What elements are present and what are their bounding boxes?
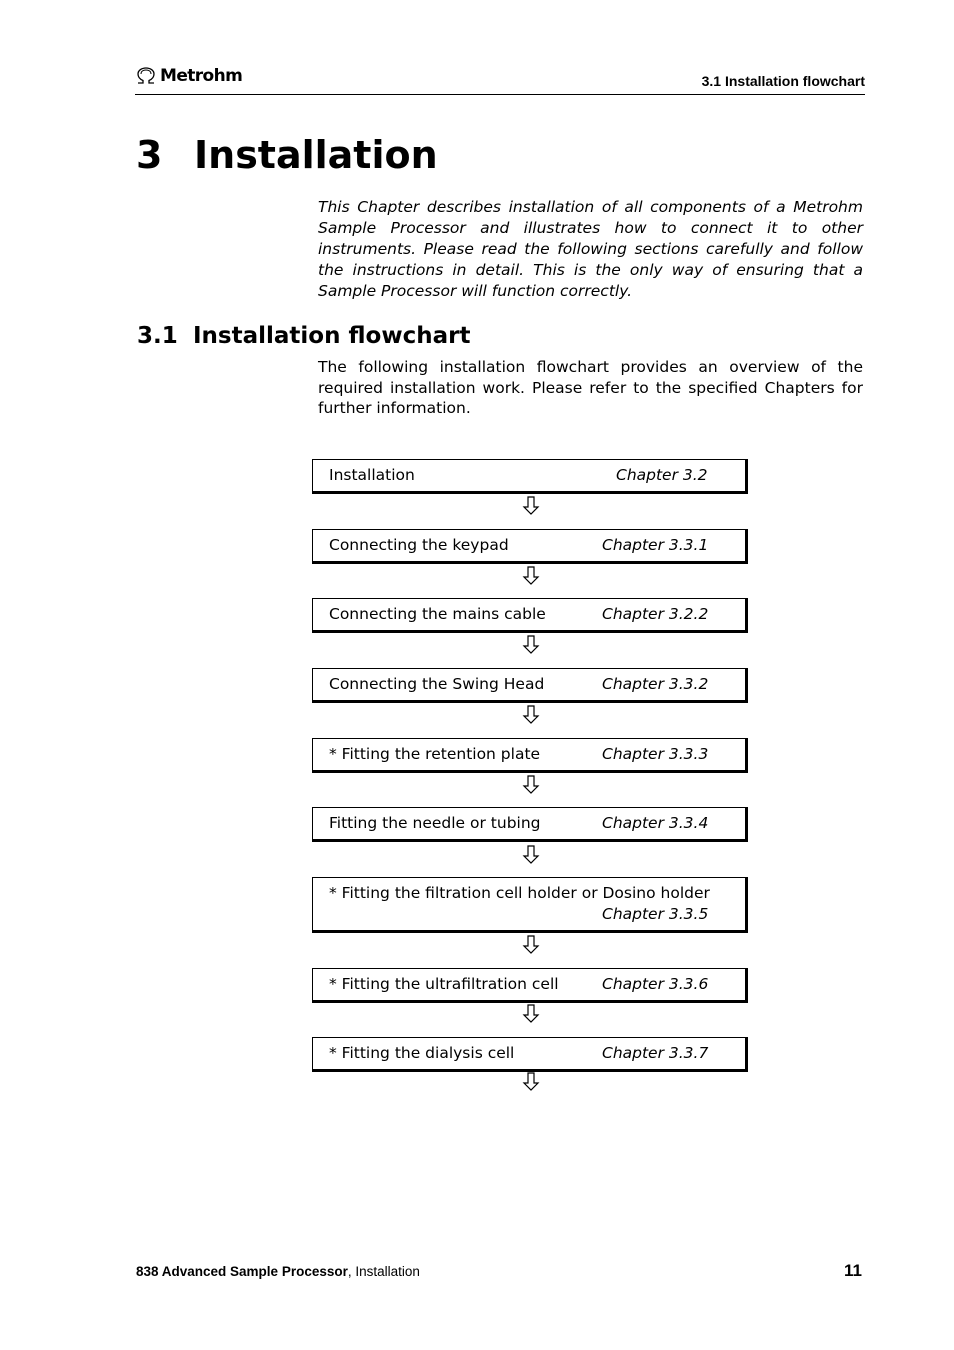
- flowchart-step: [312, 459, 748, 494]
- brand-name: Metrohm: [160, 66, 243, 86]
- step-chapter-ref: Chapter 3.3.1: [602, 536, 709, 554]
- down-arrow-icon: [520, 496, 542, 516]
- flowchart-step: [312, 668, 748, 703]
- footer-product: 838 Advanced Sample Processor: [136, 1264, 348, 1279]
- down-arrow-icon: [520, 1004, 542, 1024]
- down-arrow-icon: [520, 705, 542, 725]
- step-label: * Fitting the filtration cell holder or Dosino holder: [329, 884, 710, 902]
- omega-logo-icon: [135, 67, 157, 85]
- down-arrow-icon: [520, 935, 542, 955]
- running-header-section: 3.1 Installation flowchart: [701, 73, 865, 89]
- section-title-text: Installation flowchart: [193, 323, 471, 349]
- flowchart-step: [312, 598, 748, 633]
- page-footer: [136, 1264, 420, 1279]
- step-chapter-ref: Chapter 3.3.4: [602, 814, 709, 832]
- chapter-intro: This Chapter describes installation of all components of a Metrohm Sample Processor and illustrates how to connect it to other instruments. Please read the following sections carefully and follow the instructions in detail. This is the only way of ensuring that a Sample Processor will function correctly.: [318, 198, 863, 300]
- chapter-title: [136, 128, 438, 182]
- step-label: * Fitting the retention plate: [329, 745, 541, 763]
- step-chapter-ref: Chapter 3.2.2: [602, 605, 709, 623]
- down-arrow-icon: [520, 1072, 542, 1092]
- flowchart-step: [312, 968, 748, 1003]
- flowchart-step: [312, 529, 748, 564]
- chapter-number: 3: [136, 133, 163, 177]
- step-chapter-ref: Chapter 3.2: [616, 466, 708, 484]
- footer-chapter: , Installation: [347, 1264, 420, 1279]
- step-chapter-ref: Chapter 3.3.7: [602, 1044, 709, 1062]
- step-chapter-ref: Chapter 3.3.2: [602, 675, 709, 693]
- section-text: The following installation flowchart provides an overview of the required installation work. Please refer to the specified Chapters for further information.: [318, 358, 863, 417]
- section-title: [137, 320, 470, 352]
- page-header: [135, 64, 865, 95]
- step-label: * Fitting the dialysis cell: [329, 1044, 515, 1062]
- down-arrow-icon: [520, 566, 542, 586]
- flowchart-step: [312, 738, 748, 773]
- step-chapter-ref: Chapter 3.3.3: [602, 745, 709, 763]
- step-label: * Fitting the ultrafiltration cell: [329, 975, 559, 993]
- brand-logo: [135, 66, 242, 86]
- step-label: Fitting the needle or tubing: [329, 814, 541, 832]
- step-label: Installation: [329, 466, 415, 484]
- step-chapter-ref: Chapter 3.3.5: [602, 905, 709, 923]
- down-arrow-icon: [520, 635, 542, 655]
- page-number: 11: [844, 1261, 862, 1280]
- flowchart-step: [312, 1037, 748, 1072]
- step-chapter-ref: Chapter 3.3.6: [602, 975, 709, 993]
- flowchart-step: [312, 877, 748, 933]
- section-number: 3.1: [137, 323, 178, 349]
- down-arrow-icon: [520, 775, 542, 795]
- flowchart-step: [312, 807, 748, 842]
- step-label: Connecting the Swing Head: [329, 675, 545, 693]
- step-label: Connecting the mains cable: [329, 605, 546, 623]
- step-label: Connecting the keypad: [329, 536, 509, 554]
- chapter-title-text: Installation: [194, 133, 438, 177]
- down-arrow-icon: [520, 845, 542, 865]
